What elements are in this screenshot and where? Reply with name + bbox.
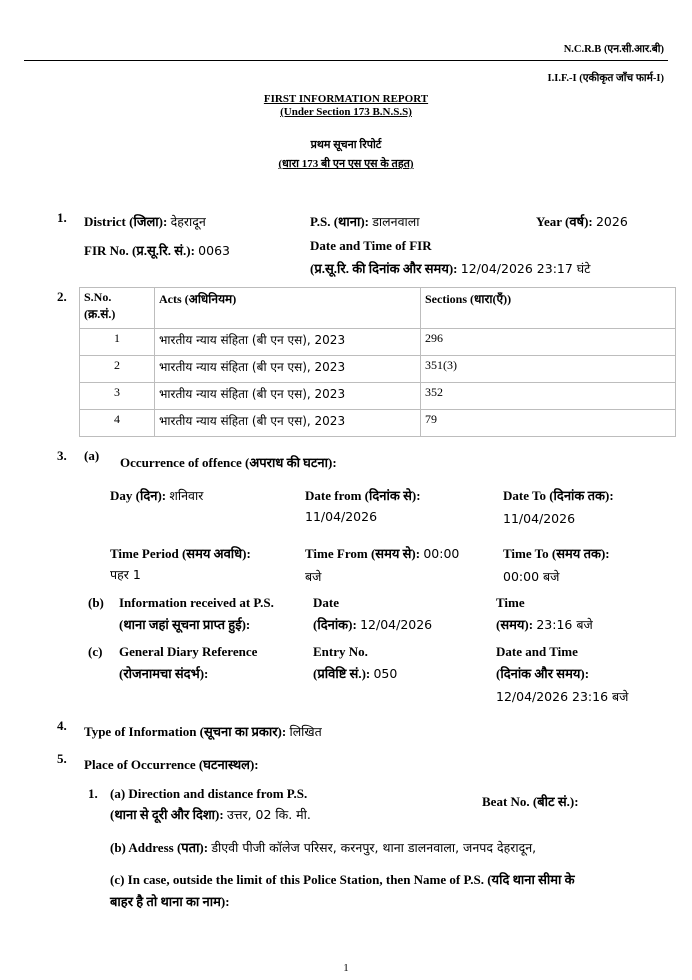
info-type-label: Type of Information (सूचना का प्रकार): bbox=[84, 724, 287, 739]
direction-distance-label-hindi: (थाना से दूरी और दिशा): bbox=[110, 807, 224, 822]
day-value: शनिवार bbox=[169, 488, 204, 503]
info-time-value: 23:16 बजे bbox=[536, 617, 593, 632]
fir-value: 0063 bbox=[198, 243, 230, 258]
report-subtitle-hindi: (धारा 173 बी एन एस एस के तहत) bbox=[278, 158, 414, 170]
date-to-label: Date To (दिनांक तक): bbox=[503, 488, 614, 503]
sections-header: Sections (धारा(एँ)) bbox=[421, 288, 676, 329]
row-sno: 4 bbox=[80, 410, 155, 437]
gd-datetime-value: 12/04/2026 23:16 बजे bbox=[496, 689, 629, 704]
section-3a-label: (a) bbox=[84, 448, 100, 463]
fir-label: FIR No. (प्र.सू.रि. सं.): bbox=[84, 243, 195, 258]
info-date-field bbox=[313, 615, 432, 633]
section-3c-label: (c) bbox=[88, 644, 103, 659]
sno-header bbox=[80, 288, 155, 329]
section-1-number: 1. bbox=[57, 210, 67, 225]
day-field bbox=[110, 486, 203, 504]
fir-datetime-label: Date and Time of FIR bbox=[310, 238, 432, 253]
info-date-label-hindi: (दिनांक): bbox=[313, 617, 357, 632]
report-title: FIRST INFORMATION REPORT bbox=[263, 93, 429, 105]
sno-header-hi: (क्र.सं.) bbox=[84, 307, 116, 321]
acts-table bbox=[79, 287, 676, 437]
date-from-value: 11/04/2026 bbox=[305, 509, 378, 524]
time-from-unit: बजे bbox=[305, 569, 322, 584]
time-period-label: Time Period (समय अवधि): bbox=[110, 546, 251, 561]
row-sno: 1 bbox=[80, 329, 155, 356]
row-act: भारतीय न्याय संहिता (बी एन एस), 2023 bbox=[155, 356, 421, 383]
report-title-hindi: प्रथम सूचना रिपोर्ट bbox=[310, 139, 382, 151]
district-label: District (जिला): bbox=[84, 214, 168, 229]
address-field bbox=[110, 838, 536, 856]
occurrence-label: Occurrence of offence (अपराध की घटना): bbox=[120, 455, 337, 470]
gd-datetime-label: Date and Time bbox=[496, 644, 578, 659]
info-time-label: Time bbox=[496, 595, 525, 610]
address-value: डीएवी पीजी कॉलेज परिसर, करनपुर, थाना डालनवाला, जनपद देहरादून, bbox=[211, 840, 537, 855]
fir-datetime-value: 12/04/2026 23:17 घंटे bbox=[460, 261, 591, 276]
time-period-value: पहर 1 bbox=[110, 567, 141, 582]
section-2-number: 2. bbox=[57, 289, 67, 304]
header-divider bbox=[24, 60, 668, 61]
row-section: 352 bbox=[421, 383, 676, 410]
info-type-field bbox=[84, 722, 322, 740]
date-from-label: Date from (दिनांक से): bbox=[305, 488, 421, 503]
date-to-value: 11/04/2026 bbox=[503, 511, 576, 526]
report-subtitle: (Under Section 173 B.N.S.S) bbox=[280, 106, 412, 118]
page-number: 1 bbox=[343, 962, 349, 974]
section-3-number: 3. bbox=[57, 448, 67, 463]
info-received-label: Information received at P.S. bbox=[119, 595, 274, 610]
year-value: 2026 bbox=[595, 214, 628, 229]
ncrb-label: N.C.R.B (एन.सी.आर.बी) bbox=[563, 44, 664, 55]
time-to-value: 00:00 बजे bbox=[503, 569, 560, 584]
fir-datetime-field bbox=[310, 259, 590, 277]
table-row bbox=[80, 356, 676, 383]
table-row bbox=[80, 383, 676, 410]
info-date-label: Date bbox=[313, 595, 339, 610]
row-section: 351(3) bbox=[421, 356, 676, 383]
time-from-field bbox=[305, 544, 459, 562]
row-act: भारतीय न्याय संहिता (बी एन एस), 2023 bbox=[155, 329, 421, 356]
gd-datetime-label-hindi: (दिनांक और समय): bbox=[496, 666, 590, 681]
year-field bbox=[536, 212, 628, 230]
direction-distance-label: (a) Direction and distance from P.S. bbox=[110, 786, 308, 801]
info-type-value: लिखित bbox=[289, 724, 322, 739]
row-section: 296 bbox=[421, 329, 676, 356]
time-to-label: Time To (समय तक): bbox=[503, 546, 610, 561]
gd-reference-label-hindi: (रोजनामचा संदर्भ): bbox=[119, 666, 209, 681]
entry-no-label-hindi: (प्रविष्टि सं.): bbox=[313, 666, 371, 681]
ps-label: P.S. (थाना): bbox=[310, 214, 369, 229]
fir-number-field bbox=[84, 241, 230, 259]
row-section: 79 bbox=[421, 410, 676, 437]
time-from-value: 00:00 bbox=[423, 546, 460, 561]
place-of-occurrence-label: Place of Occurrence (घटनास्थल): bbox=[84, 757, 259, 772]
section-5-number: 5. bbox=[57, 751, 67, 766]
table-row bbox=[80, 329, 676, 356]
district-value: देहरादून bbox=[170, 214, 206, 229]
acts-table-header bbox=[80, 288, 676, 329]
acts-header: Acts (अधिनियम) bbox=[155, 288, 421, 329]
outside-limit-label-cont: बाहर है तो थाना का नाम): bbox=[110, 894, 230, 909]
entry-no-field bbox=[313, 664, 397, 682]
gd-reference-label: General Diary Reference bbox=[119, 644, 258, 659]
info-time-label-hindi: (समय): bbox=[496, 617, 534, 632]
direction-distance-value: उत्तर, 02 कि. मी. bbox=[226, 807, 311, 822]
table-row bbox=[80, 410, 676, 437]
entry-no-label: Entry No. bbox=[313, 644, 368, 659]
ps-field bbox=[310, 212, 419, 230]
place-item-number: 1. bbox=[88, 786, 98, 801]
fir-datetime-label-hindi: (प्र.सू.रि. की दिनांक और समय): bbox=[310, 261, 458, 276]
info-received-label-hindi: (थाना जहां सूचना प्राप्त हुई): bbox=[119, 617, 251, 632]
outside-limit-label: (c) In case, outside the limit of this Police Station, then Name of P.S. (यदि थाना सीमा के bbox=[110, 872, 575, 887]
ps-value: डालनवाला bbox=[372, 214, 420, 229]
info-time-field bbox=[496, 615, 593, 633]
iif-label: I.I.F.-I (एकीकृत जाँच फार्म-I) bbox=[547, 73, 664, 84]
info-date-value: 12/04/2026 bbox=[360, 617, 433, 632]
time-from-label: Time From (समय से): bbox=[305, 546, 421, 561]
row-sno: 2 bbox=[80, 356, 155, 383]
address-label: (b) Address (पता): bbox=[110, 840, 209, 855]
direction-distance-field bbox=[110, 805, 311, 823]
section-4-number: 4. bbox=[57, 718, 67, 733]
row-sno: 3 bbox=[80, 383, 155, 410]
entry-no-value: 050 bbox=[373, 666, 398, 681]
sno-header-en: S.No. bbox=[84, 290, 112, 304]
beat-no-label: Beat No. (बीट सं.): bbox=[482, 794, 579, 809]
year-label: Year (वर्ष): bbox=[536, 214, 593, 229]
row-act: भारतीय न्याय संहिता (बी एन एस), 2023 bbox=[155, 383, 421, 410]
day-label: Day (दिन): bbox=[110, 488, 167, 503]
section-3b-label: (b) bbox=[88, 595, 104, 610]
row-act: भारतीय न्याय संहिता (बी एन एस), 2023 bbox=[155, 410, 421, 437]
district-field bbox=[84, 212, 206, 230]
